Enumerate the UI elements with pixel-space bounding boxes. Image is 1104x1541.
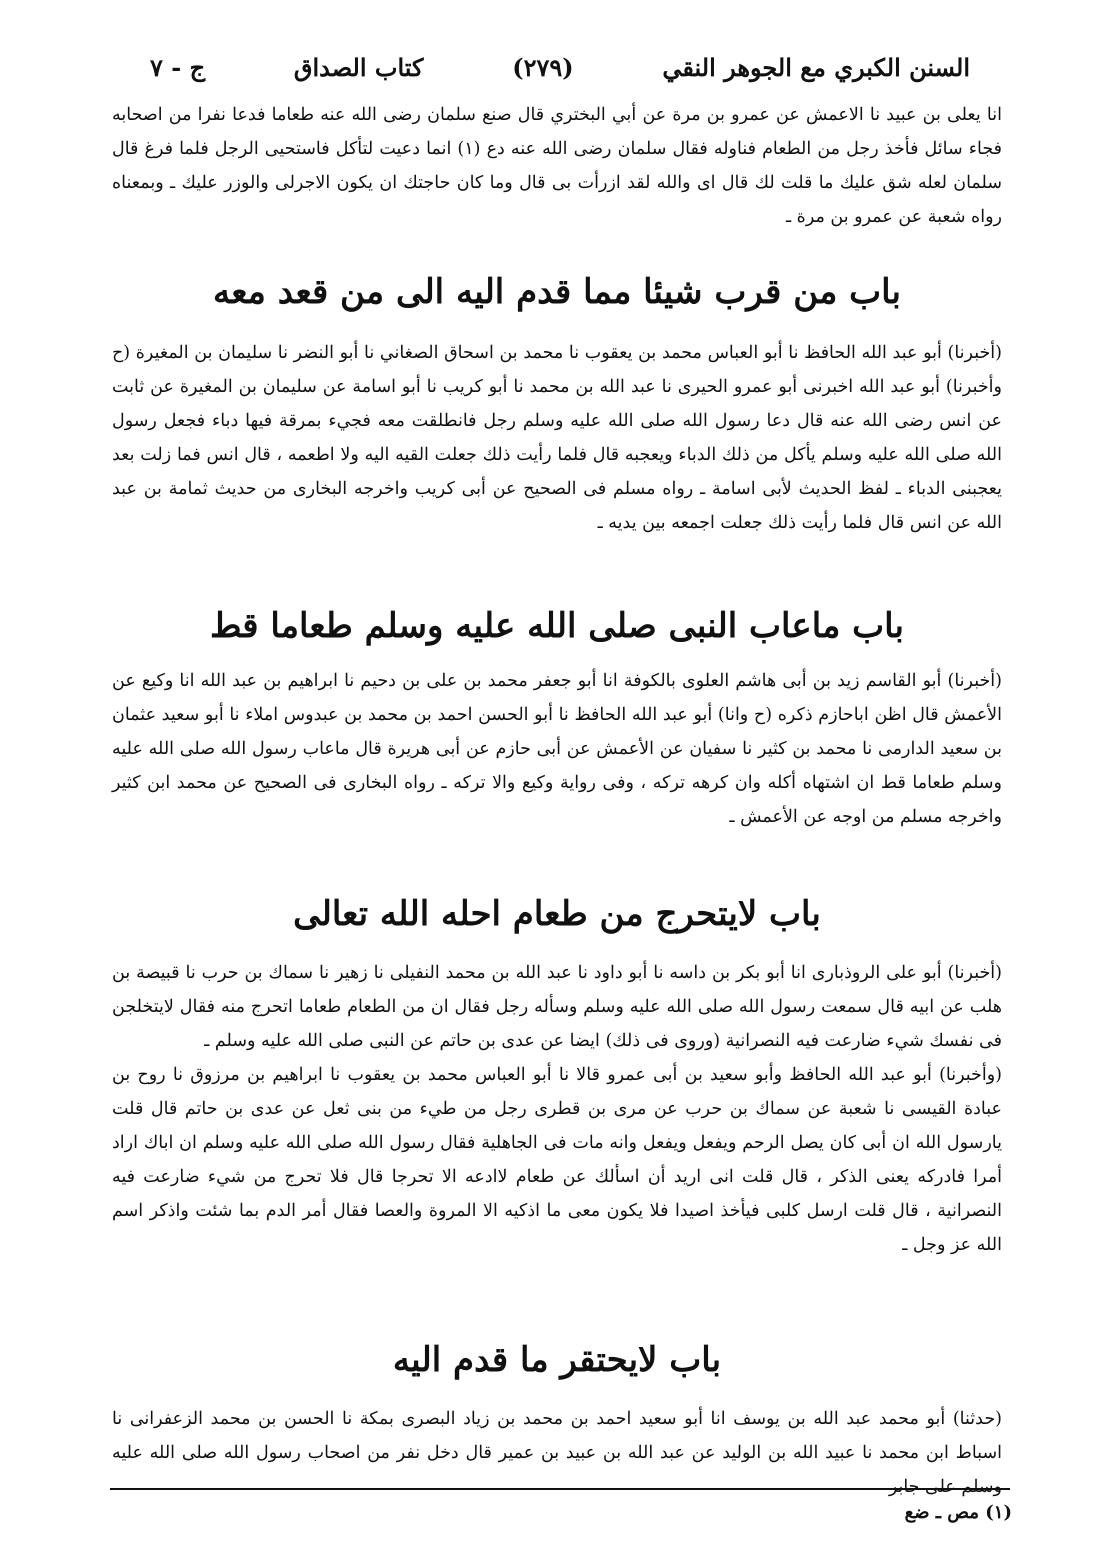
paragraph: (وأخبرنا) أبو عبد الله الحافظ وأبو سعيد بن أبى عمرو قالا نا أبو العباس محمد بن يعقوب نا ابراهيم بن مرزوق نا روح بن عبادة القيسى نا شعبة عن سماك بن حرب عن مرى بن قطرى رجل من طيء من بنى ثعل عن عدى بن حاتم قال قلت يارسول الله ان أبى كان يصل الرحم ويفعل ويفعل وانه مات فى الجاهلية فقال رسول الله صلى الله عليه وسلم ان اباك اراد أمرا فادركه يعنى الذكر ، قال قلت انى اريد أن اسألك عن طعام لاادعه الا تحرجا قال فلا تحرج من شيء ضارعت فيه النصرانية ، قال قلت ارسل كلبى فيأخذ اصيدا فلا يكون معى ما اذكيه الا المروة والعصا فقال أمر الدم بما شئت واذكر اسم الله عز وجل ـ — [112, 1065, 1002, 1255]
paragraph: انا يعلى بن عبيد نا الاعمش عن عمرو بن مرة عن أبي البختري قال صنع سلمان رضى الله عنه طعاما فدعا نفرا من اصحابه فجاء سائل فأخذ رجل من الطعام فناوله فقال سلمان رضى الله عنه دع (١) انما دعيت لتأكل فاستحيى الرجل فلما فرغ قال سلمان لعله شق عليك ما قلت لك قال اى والله لقد ازرأت بى قال وما كان حاجتك ان يكون الاجرلى والوزر عليك ـ وبمعناه رواه شعبة عن عمرو بن مرة ـ — [112, 105, 1002, 227]
paragraph: (أخبرنا) أبو القاسم زيد بن أبى هاشم العلوى بالكوفة انا أبو جعفر محمد بن على بن دحيم نا ابراهيم بن عبد الله انا وكيع عن الأعمش قال اظن اباحازم ذكره (ح وانا) أبو عبد الله الحافظ نا أبو الحسن احمد بن محمد بن عبدوس املاء نا أبو سعيد عثمان بن سعيد الدارمى نا محمد بن كثير نا سفيان عن الأعمش عن أبى حازم عن أبى هريرة قال ماعاب رسول الله صلى الله عليه وسلم طعاما قط ان اشتهاه أكله وان كرهه تركه ، وفى رواية وكيع والا تركه ـ رواه البخارى فى الصحيح عن محمد ابن كثير واخرجه مسلم من اوجه عن الأعمش ـ — [112, 671, 1002, 827]
page-number: (٢٧٩) — [512, 52, 574, 82]
section-heading: باب لايحتقر ما قدم اليه — [392, 1340, 722, 1380]
paragraph: (أخبرنا) أبو على الروذبارى انا أبو بكر بن داسه نا أبو داود نا عبد الله بن محمد النفيلى نا زهير نا سماك بن حرب نا قبيصة بن هلب عن ابيه قال سمعت رسول الله صلى الله عليه وسلم وسأله رجل فقال ان من الطعام طعاما اتحرج منه فقال لايتخلجن فى نفسك شيء ضارعت فيه النصرانية (وروى فى ذلك) ايضا عن عدى بن حاتم عن النبى صلى الله عليه وسلم ـ — [112, 963, 1002, 1051]
book-title: السنن الكبري مع الجوهر النقي — [662, 52, 970, 82]
paragraph: (حدثنا) أبو محمد عبد الله بن يوسف انا أبو سعيد احمد بن محمد بن زياد البصرى بمكة نا الحسن بن محمد الزعفرانى نا اسباط ابن محمد نا عبيد الله بن الوليد عن عبد الله بن عبيد بن عمير قال دخل نفر من اصحاب رسول الله صلى الله عليه وسلم على جابر — [112, 1409, 1002, 1497]
chapter-title: كتاب الصداق — [293, 52, 424, 82]
section-heading: باب من قرب شيئا مما قدم اليه الى من قعد معه — [213, 272, 901, 312]
running-header — [150, 44, 970, 90]
paragraph: (أخبرنا) أبو عبد الله الحافظ نا أبو العباس محمد بن يعقوب نا محمد بن اسحاق الصغاني نا أبو النضر نا سليمان بن المغيرة (ح وأخبرنا) أبو عبد الله اخبرنى أبو عمرو الحيرى نا عبد الله بن محمد نا أبو كريب نا أبو اسامة عن سليمان بن المغيرة عن ثابت عن انس رضى الله عنه قال دعا رسول الله صلى الله عليه وسلم رجل فانطلقت معه فجيء بمرقة فيها دباء فجعل رسول الله صلى الله عليه وسلم يأكل من ذلك الدباء ويعجبه قال فلما رأيت ذلك جعلت القيه اليه ولا اطعمه ، قال انس فما زلت بعد يعجبنى الدباء ـ لفظ الحديث لأبى اسامة ـ رواه مسلم فى الصحيح عن أبى كريب واخرجه البخارى من حديث ثمامة بن عبد الله عن انس قال فلما رأيت ذلك جعلت اجمعه بين يديه ـ — [112, 343, 1002, 533]
volume-number: ج - ٧ — [150, 52, 206, 82]
footnote: (١) مص ـ ضع — [904, 1502, 1012, 1523]
text-block-section-1 — [112, 336, 1002, 540]
text-block-opening — [112, 98, 1002, 234]
section-heading: باب لايتحرج من طعام احله الله تعالى — [293, 894, 821, 934]
text-block-section-3 — [112, 956, 1002, 1262]
text-block-section-2 — [112, 664, 1002, 834]
section-heading: باب ماعاب النبى صلى الله عليه وسلم طعاما قط — [210, 606, 904, 646]
footnote-divider — [110, 1488, 1010, 1490]
